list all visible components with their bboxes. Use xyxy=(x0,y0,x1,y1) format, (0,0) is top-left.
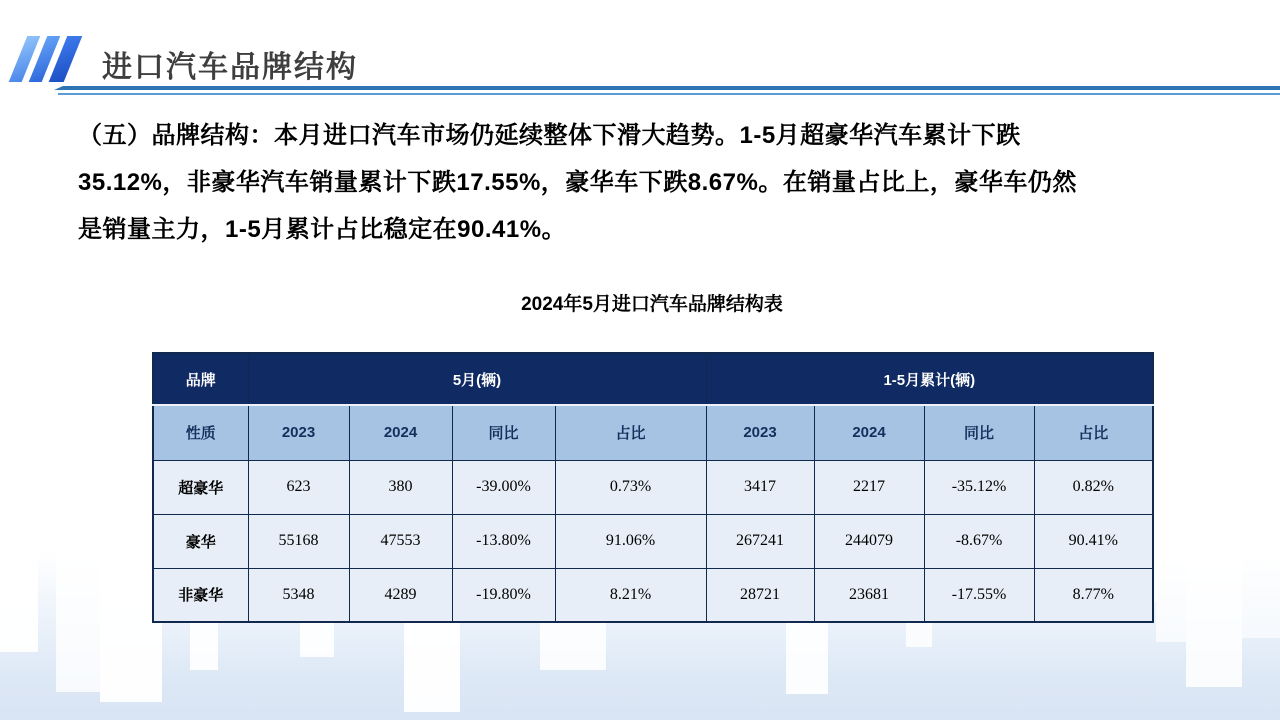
header-may-group: 5月(辆) xyxy=(248,353,706,405)
table-title: 2024年5月进口汽车品牌结构表 xyxy=(521,294,783,315)
cell-value: -35.12% xyxy=(924,460,1034,514)
cell-value: 91.06% xyxy=(555,514,706,568)
subheader-yoy-may: 同比 xyxy=(452,405,555,460)
header-cumulative-group: 1-5月累计(辆) xyxy=(706,353,1153,405)
body-paragraph xyxy=(78,112,1208,253)
table-group-header-row xyxy=(153,353,1153,405)
table-row-non-luxury xyxy=(153,568,1153,622)
skyline-building xyxy=(1242,552,1280,638)
cell-value: 47553 xyxy=(349,514,452,568)
cell-value: 3417 xyxy=(706,460,814,514)
table-row-luxury xyxy=(153,514,1153,568)
logo-slashes-icon xyxy=(18,36,80,82)
row-label: 非豪华 xyxy=(153,568,248,622)
cell-value: 380 xyxy=(349,460,452,514)
body-line: （五）品牌结构：本月进口汽车市场仍延续整体下滑大趋势。1-5月超豪华汽车累计下跌 xyxy=(78,122,1021,149)
subheader-share-may: 占比 xyxy=(555,405,706,460)
row-label: 豪华 xyxy=(153,514,248,568)
cell-value: -39.00% xyxy=(452,460,555,514)
subheader-nature: 性质 xyxy=(153,405,248,460)
subheader-2024-cum: 2024 xyxy=(814,405,924,460)
page-title: 进口汽车品牌结构 xyxy=(102,51,358,84)
cell-value: -19.80% xyxy=(452,568,555,622)
body-line: 是销量主力，1-5月累计占比稳定在90.41%。 xyxy=(78,216,567,243)
header-rule-divider-thin xyxy=(58,93,1280,95)
header-rule-divider xyxy=(54,86,1280,90)
skyline-building xyxy=(1156,552,1186,642)
subheader-2024-may: 2024 xyxy=(349,405,452,460)
cell-value: 0.73% xyxy=(555,460,706,514)
cell-value: 55168 xyxy=(248,514,349,568)
cell-value: 90.41% xyxy=(1034,514,1153,568)
subheader-share-cum: 占比 xyxy=(1034,405,1153,460)
subheader-2023-cum: 2023 xyxy=(706,405,814,460)
table-row-ultra-luxury xyxy=(153,460,1153,514)
header-brand: 品牌 xyxy=(153,353,248,405)
cell-value: -17.55% xyxy=(924,568,1034,622)
row-label: 超豪华 xyxy=(153,460,248,514)
subheader-2023-may: 2023 xyxy=(248,405,349,460)
body-line: 35.12%，非豪华汽车销量累计下跌17.55%，豪华车下跌8.67%。在销量占比上，豪华车仍然 xyxy=(78,169,1077,196)
brand-structure-table xyxy=(152,352,1154,623)
cell-value: 8.77% xyxy=(1034,568,1153,622)
cell-value: -13.80% xyxy=(452,514,555,568)
cell-value: 5348 xyxy=(248,568,349,622)
skyline-building xyxy=(56,552,102,692)
cell-value: 623 xyxy=(248,460,349,514)
cell-value: 4289 xyxy=(349,568,452,622)
cell-value: 23681 xyxy=(814,568,924,622)
subheader-yoy-cum: 同比 xyxy=(924,405,1034,460)
cell-value: 267241 xyxy=(706,514,814,568)
table-sub-header-row xyxy=(153,405,1153,460)
cell-value: 28721 xyxy=(706,568,814,622)
cell-value: 0.82% xyxy=(1034,460,1153,514)
cell-value: 2217 xyxy=(814,460,924,514)
skyline-building xyxy=(1186,552,1242,687)
cell-value: 244079 xyxy=(814,514,924,568)
skyline-building xyxy=(0,552,38,652)
cell-value: -8.67% xyxy=(924,514,1034,568)
cell-value: 8.21% xyxy=(555,568,706,622)
